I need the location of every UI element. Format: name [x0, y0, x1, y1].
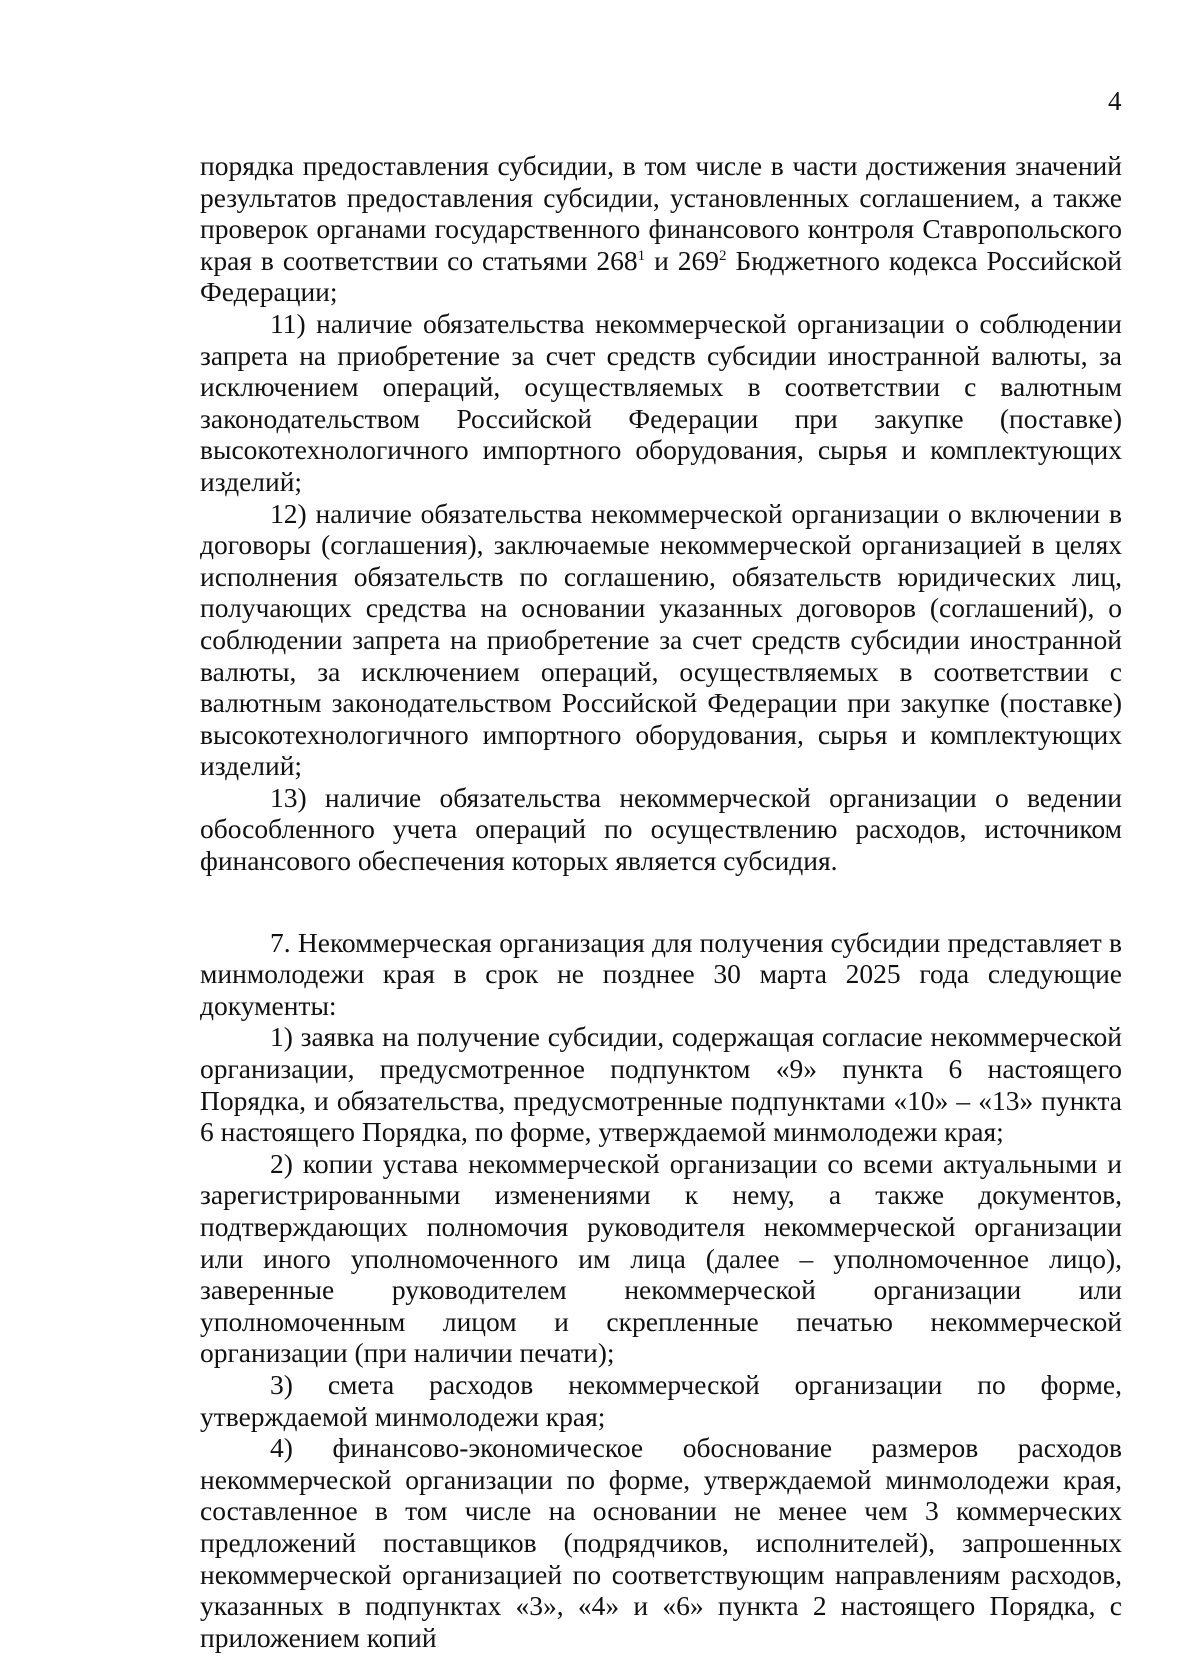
paragraph-item-11: 11) наличие обязательства некоммерческой организации о соблюдении запрета на приобретение за счет средств субсидии иностранной валюты, за исключением операций, осуществляемых в соответствии с валютным законодательством Российской Федерации при закупке (поставке) высокотехнологичного импортного оборудования, сырья и комплектующих изделий; — [200, 307, 1122, 497]
paragraph-continuation — [200, 150, 1122, 308]
page-number: 4 — [1108, 86, 1122, 116]
paragraph-item-12: 12) наличие обязательства некоммерческой организации о включении в договоры (соглашения), заключаемые некоммерческой организацией в целях исполнения обязательств по соглашению, обязательств юридических лиц, получающих средства на основании указанных договоров (соглашений), о соблюдении запрета на приобретение за счет средств субсидии иностранной валюты, за исключением операций, осуществляемых в соответствии с валютным законодательством Российской Федерации при закупке (поставке) высокотехнологичного импортного оборудования, сырья и комплектующих изделий; — [200, 497, 1122, 782]
paragraph-doc-2: 2) копии устава некоммерческой организации со всеми актуальными и зарегистрированными изменениями к нему, а также документов, подтверждающих полномочия руководителя некоммерческой организации или иного уполномоченного им лица (далее – уполномоченное лицо), заверенные руководителем некоммерческой организации или уполномоченным лицом и скрепленные печатью некоммерческой организации (при наличии печати); — [200, 1147, 1122, 1369]
superscript: 1 — [637, 247, 646, 264]
paragraph-text: порядка предоставления субсидии, в том числе в части достижения значений результатов предоставления субсидии, установленных соглашением, а также проверок органами государственного финансового контроля Ставропольского края в соответствии со статьями 268 — [200, 150, 1122, 276]
paragraph-doc-4: 4) финансово-экономическое обоснование размеров расходов некоммерческой организации по форме, утверждаемой минмолодежи края, составленное в том числе на основании не менее чем 3 коммерческих предложений поставщиков (подрядчиков, исполнителей), запрошенных некоммерческой организацией по соответствующим направлениям расходов, указанных в подпунктах «3», «4» и «6» пункта 2 настоящего Порядка, с приложением копий — [200, 1432, 1122, 1653]
document-body — [200, 150, 1122, 1653]
paragraph-text: и 269 — [645, 244, 719, 276]
paragraph-doc-3: 3) смета расходов некоммерческой организации по форме, утверждаемой минмолодежи края; — [200, 1368, 1122, 1432]
paragraph-doc-1: 1) заявка на получение субсидии, содержащая согласие некоммерческой организации, предусмотренное подпунктом «9» пункта 6 настоящего Порядка, и обязательства, предусмотренные подпунктами «10» – «13» пункта 6 настоящего Порядка, по форме, утверждаемой минмолодежи края; — [200, 1021, 1122, 1148]
paragraph-section-7: 7. Некоммерческая организация для получения субсидии представляет в минмолодежи края в срок не позднее 30 марта 2025 года следующие документы: — [200, 926, 1122, 1021]
paragraph-item-13: 13) наличие обязательства некоммерческой организации о ведении обособленного учета операций по осуществлению расходов, источником финансового обеспечения которых является субсидия. — [200, 781, 1122, 877]
superscript: 2 — [719, 247, 727, 264]
paragraph-text: Бюджетного кодекса Российской Федерации; — [200, 244, 1122, 308]
